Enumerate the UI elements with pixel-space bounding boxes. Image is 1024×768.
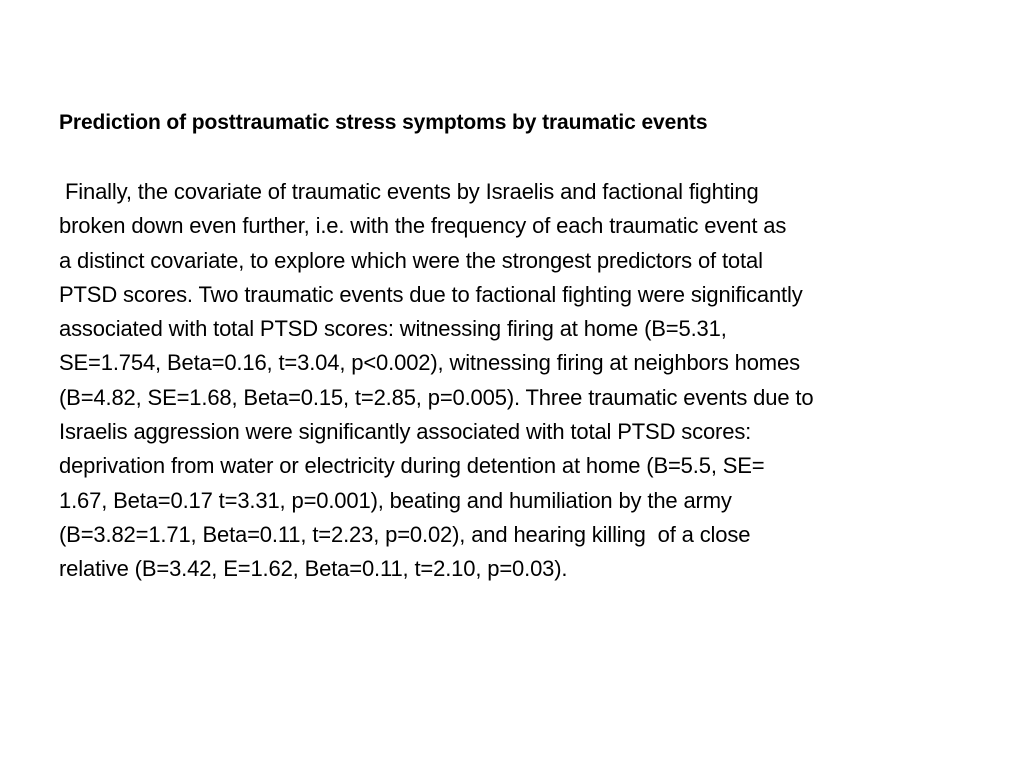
slide-body-text [59,175,959,587]
body-line-8: Israelis aggression were significantly associated with total PTSD scores: [59,419,752,445]
body-line-11: (B=3.82=1.71, Beta=0.11, t=2.23, p=0.02), and hearing killing of a close [59,521,751,547]
body-line-1: Finally, the covariate of traumatic events by Israelis and factional fighting [59,179,759,204]
body-line-6: SE=1.754, Beta=0.16, t=3.04, p<0.002), witnessing firing at neighbors homes [59,350,800,376]
body-line-2: broken down even further, i.e. with the frequency of each traumatic event as [59,213,787,239]
body-line-4: PTSD scores. Two traumatic events due to factional fighting were significantly [59,281,803,307]
body-line-9: deprivation from water or electricity during detention at home (B=5.5, SE= [59,453,765,479]
body-line-5: associated with total PTSD scores: witnessing firing at home (B=5.31, [59,316,727,342]
body-line-10: 1.67, Beta=0.17 t=3.31, p=0.001), beating and humiliation by the army [59,487,732,513]
body-line-7: (B=4.82, SE=1.68, Beta=0.15, t=2.85, p=0.005). Three traumatic events due to [59,384,814,410]
slide-title: Prediction of posttraumatic stress symptoms by traumatic events [59,111,708,134]
body-line-3: a distinct covariate, to explore which were the strongest predictors of total [59,247,763,273]
body-line-12: relative (B=3.42, E=1.62, Beta=0.11, t=2.10, p=0.03). [59,556,568,582]
